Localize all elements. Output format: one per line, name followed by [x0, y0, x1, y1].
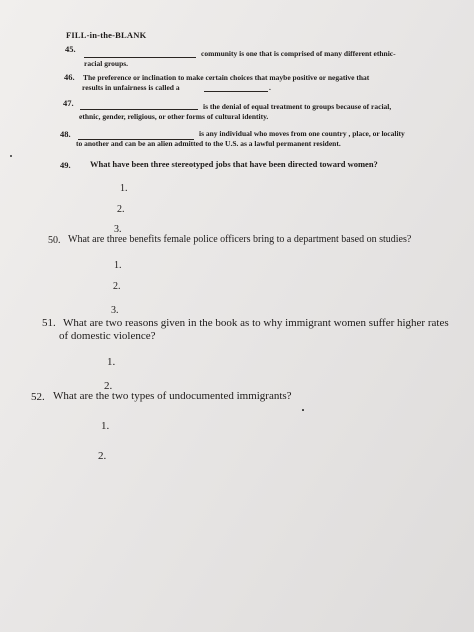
q46-text-cont: results in unfairness is called a	[82, 83, 180, 92]
q51-item-1: 1.	[107, 356, 116, 368]
q48-text: is any individual who moves from one country , place, or locality	[199, 129, 405, 138]
q45-number: 45.	[65, 44, 76, 54]
q47-text: is the denial of equal treatment to groups because of racial,	[203, 102, 392, 111]
q49-item-1: 1.	[120, 183, 128, 194]
q47-blank	[80, 109, 198, 110]
q51-number: 51.	[42, 317, 56, 329]
q52-item-2: 2.	[98, 450, 107, 462]
q46-text: The preference or inclination to make certain choices that maybe positive or negative that	[83, 73, 370, 82]
q49-text: What have been three stereotyped jobs that have been directed toward women?	[90, 159, 378, 169]
q50-item-1: 1.	[114, 260, 122, 271]
q51-item-2: 2.	[104, 380, 113, 392]
q52-number: 52.	[31, 391, 45, 403]
q45-text-cont: racial groups.	[84, 59, 129, 68]
q46-period: .	[269, 83, 271, 92]
worksheet-heading: FILL-in-the-BLANK	[66, 30, 147, 40]
q48-text-cont: to another and can be an alien admitted to the U.S. as a lawful permanent resident.	[76, 139, 341, 148]
q50-text: What are three benefits female police officers bring to a department based on studies?	[68, 234, 412, 245]
q50-number: 50.	[48, 235, 61, 246]
paper-speck	[10, 155, 12, 157]
q45-text: community is one that is comprised of many different ethnic-	[201, 49, 396, 58]
q52-text: What are the two types of undocumented immigrants?	[53, 390, 292, 402]
q46-blank	[204, 91, 268, 92]
q49-item-2: 2.	[117, 204, 125, 215]
q52-item-1: 1.	[101, 420, 110, 432]
q51-text-cont: of domestic violence?	[59, 330, 156, 342]
q48-number: 48.	[60, 129, 71, 139]
q51-text: What are two reasons given in the book as to why immigrant women suffer higher rates	[63, 317, 449, 329]
q46-number: 46.	[64, 72, 75, 82]
q50-item-3: 3.	[111, 305, 119, 316]
q45-blank	[84, 57, 196, 58]
q49-number: 49.	[60, 160, 71, 170]
q50-item-2: 2.	[113, 281, 121, 292]
q47-number: 47.	[63, 98, 74, 108]
paper-speck	[302, 409, 304, 411]
q47-text-cont: ethnic, gender, religious, or other forms of cultural identity.	[79, 112, 269, 121]
q49-item-3: 3.	[114, 224, 122, 235]
